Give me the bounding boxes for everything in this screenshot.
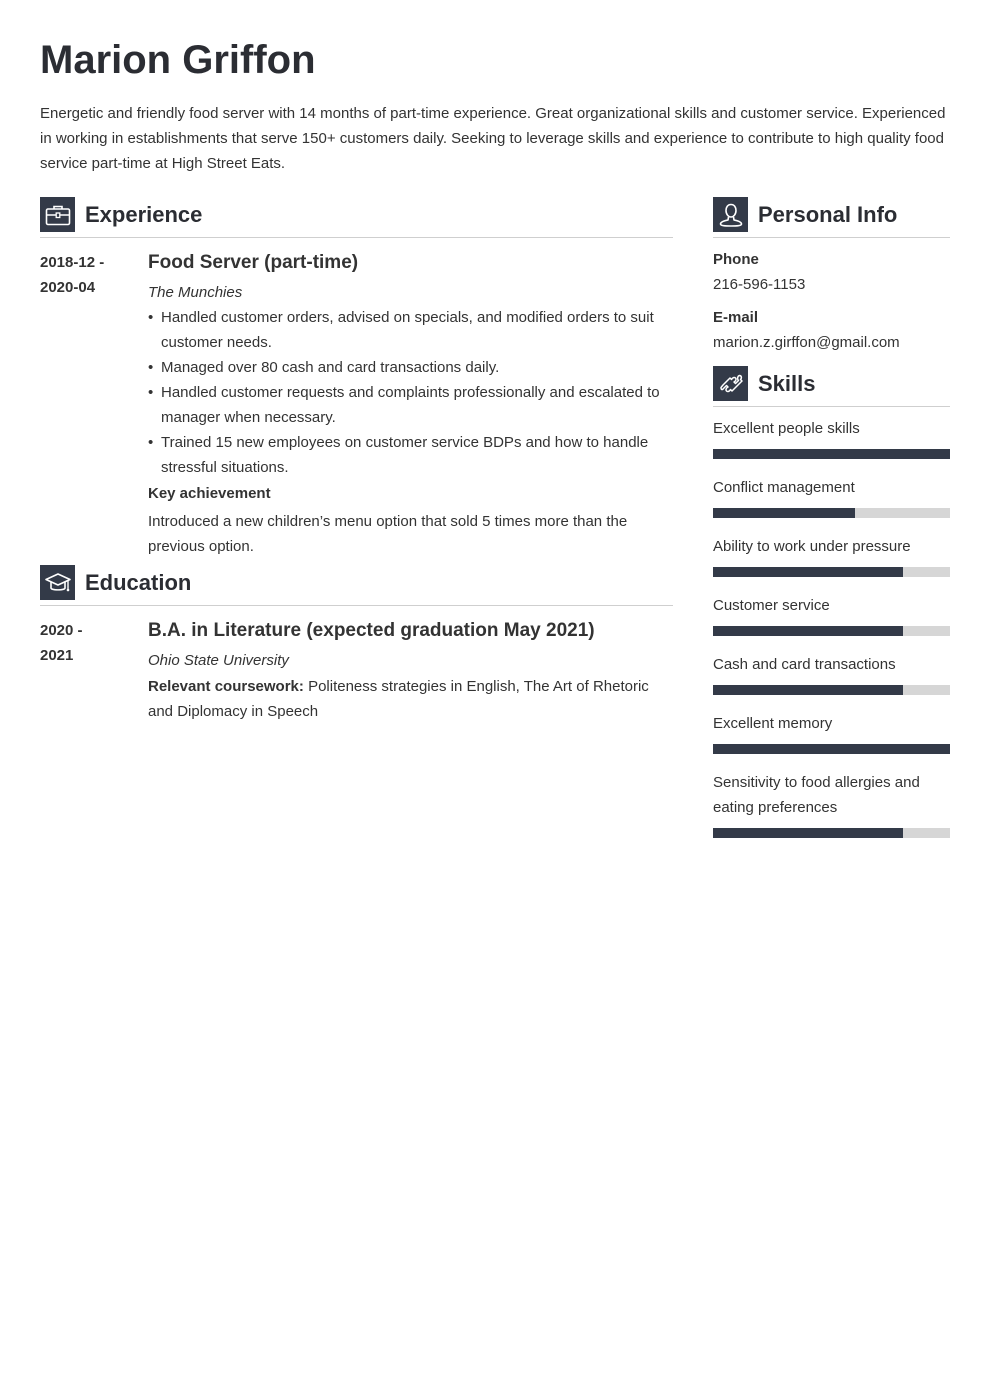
experience-body (148, 250, 673, 559)
skill-level-bar (713, 685, 950, 695)
skill-item (713, 652, 950, 695)
bullet-marker: • (148, 434, 154, 451)
duty-text: Handled customer orders, advised on specials, and modified orders to suit customer needs. (161, 309, 654, 351)
skill-level-bar (713, 449, 950, 459)
skills-title: Skills (758, 371, 816, 396)
person-icon (713, 197, 748, 232)
bullet-marker: • (148, 309, 154, 326)
coursework (148, 674, 673, 724)
personal-info-title: Personal Info (758, 202, 898, 227)
job-title: Food Server (part-time) (148, 252, 359, 273)
experience-section-header (40, 197, 673, 238)
degree-title: B.A. in Literature (expected graduation May 2021) (148, 620, 595, 641)
coursework-text: Politeness strategies in English, The Art of Rhetoric and Diplomacy in Speech (148, 678, 649, 720)
bullet-marker: • (148, 359, 154, 376)
duty-text: Managed over 80 cash and card transactions daily. (161, 359, 500, 376)
experience-date-end: 2020-04 (40, 279, 96, 296)
education-dates (40, 618, 140, 668)
resume-name: Marion Griffon (40, 38, 316, 82)
skills-section-header (713, 366, 950, 407)
skill-level-fill (713, 449, 950, 459)
skill-level-fill (713, 744, 950, 754)
skill-level-fill (713, 508, 855, 518)
skill-level-fill (713, 626, 903, 636)
list-item (148, 380, 673, 430)
skill-item (713, 475, 950, 518)
key-achievement-text: Introduced a new children’s menu option that sold 5 times more than the previous option. (148, 513, 628, 555)
skill-level-bar (713, 626, 950, 636)
experience-dates (40, 250, 140, 300)
skill-name: Cash and card transactions (713, 656, 896, 673)
skill-item (713, 593, 950, 636)
skill-name: Sensitivity to food allergies and eating preferences (713, 774, 920, 816)
skill-level-bar (713, 567, 950, 577)
skill-level-bar (713, 744, 950, 754)
education-entry (40, 618, 673, 728)
key-achievement-label: Key achievement (148, 485, 271, 502)
list-item (148, 430, 673, 480)
personal-info-section-header (713, 197, 950, 238)
education-body (148, 618, 673, 724)
list-item (148, 355, 673, 380)
skill-item (713, 416, 950, 459)
phone-value: 216-596-1153 (713, 276, 806, 293)
skill-name: Customer service (713, 597, 830, 614)
skill-level-fill (713, 685, 903, 695)
education-date-start: 2020 - (40, 622, 83, 639)
duty-text: Trained 15 new employees on customer service BDPs and how to handle stressful situations. (161, 434, 649, 476)
summary-paragraph: Energetic and friendly food server with 14 months of part-time experience. Great organizational skills and customer service. Experienced in working in establishments that serve 150+ customers daily. Seeking to leverage skills and experience to contribute to high quality food service part-time at High Street Eats. (40, 105, 946, 172)
list-item (148, 305, 673, 355)
skill-item (713, 770, 950, 838)
briefcase-icon (40, 197, 75, 232)
skill-name: Excellent memory (713, 715, 833, 732)
job-duties-list (148, 305, 673, 480)
skill-name: Ability to work under pressure (713, 538, 911, 555)
skill-name: Excellent people skills (713, 420, 860, 437)
skill-name: Conflict management (713, 479, 855, 496)
email-value: marion.z.girffon@gmail.com (713, 334, 900, 351)
skill-level-fill (713, 567, 903, 577)
puzzle-icon (713, 366, 748, 401)
education-title: Education (85, 570, 192, 595)
email-label: E-mail (713, 309, 759, 326)
employer-name: The Munchies (148, 284, 243, 301)
skill-level-bar (713, 828, 950, 838)
bullet-marker: • (148, 384, 154, 401)
experience-title: Experience (85, 202, 203, 227)
skill-level-fill (713, 828, 903, 838)
education-date-end: 2021 (40, 647, 74, 664)
coursework-label: Relevant coursework: (148, 678, 304, 695)
school-name: Ohio State University (148, 652, 289, 669)
skill-item (713, 534, 950, 577)
duty-text: Handled customer requests and complaints professionally and escalated to manager when necessary. (161, 384, 660, 426)
skill-level-bar (713, 508, 950, 518)
skill-item (713, 711, 950, 754)
experience-date-start: 2018-12 - (40, 254, 105, 271)
graduation-cap-icon (40, 565, 75, 600)
education-section-header (40, 565, 673, 606)
experience-entry (40, 250, 673, 560)
phone-label: Phone (713, 251, 759, 268)
